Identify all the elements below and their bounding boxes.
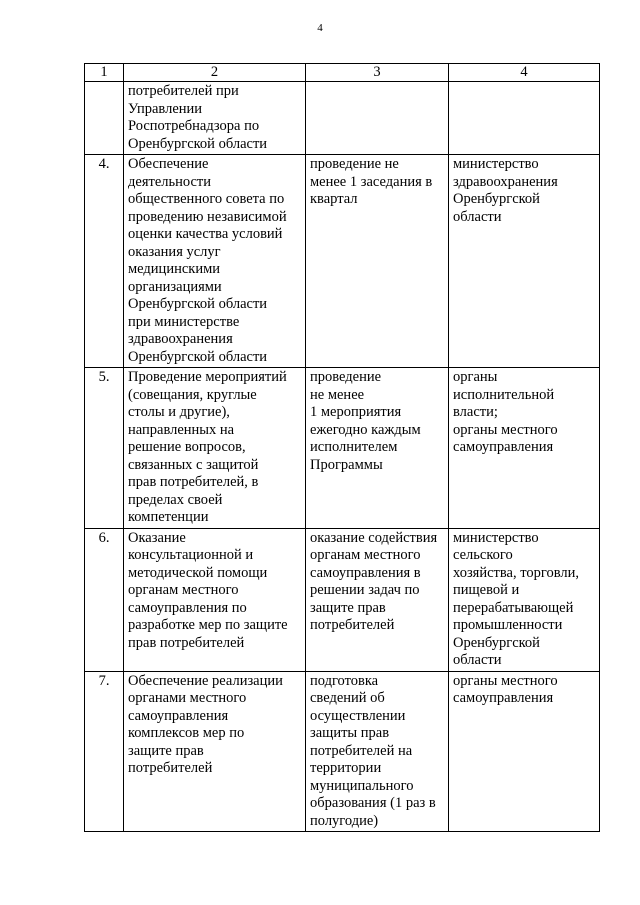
row-number-text: 6. bbox=[98, 529, 110, 546]
row-number-text: 4. bbox=[98, 156, 110, 172]
measure-text: Оказание консультационной и методической помощи органам местного самоуправления по разработке мер по защите прав потребителей bbox=[128, 529, 288, 651]
column-header-3: 3 bbox=[306, 64, 449, 82]
row-number bbox=[85, 368, 124, 529]
executor-cell bbox=[449, 82, 600, 155]
table-row bbox=[85, 671, 600, 832]
table-row bbox=[85, 155, 600, 368]
measure-cell bbox=[124, 671, 306, 832]
measure-cell bbox=[124, 528, 306, 671]
measure-text: Обеспечение реализации органами местного самоуправления комплексов мер по защите прав потребителей bbox=[128, 672, 283, 776]
deadline-text: оказание содействия органам местного самоуправления в решении задач по защите прав потребителей bbox=[310, 529, 438, 633]
deadline-cell bbox=[306, 155, 449, 368]
executor-text: органы местного самоуправления bbox=[453, 672, 558, 706]
deadline-cell bbox=[306, 528, 449, 671]
deadline-text: проведение не менее 1 мероприятия ежегодно каждым исполнителем Программы bbox=[310, 369, 421, 473]
row-number bbox=[85, 671, 124, 832]
executor-cell bbox=[449, 155, 600, 368]
measure-cell bbox=[124, 82, 306, 155]
row-number bbox=[85, 528, 124, 671]
executor-cell bbox=[449, 671, 600, 832]
program-measures-table bbox=[84, 63, 600, 832]
row-number-text: 7. bbox=[98, 672, 110, 689]
table-row bbox=[85, 82, 600, 155]
executor-text: органы исполнительной власти; органы местного самоуправления bbox=[453, 369, 558, 455]
column-header-1: 1 bbox=[85, 64, 124, 82]
column-header-2: 2 bbox=[124, 64, 306, 82]
deadline-cell bbox=[306, 671, 449, 832]
measure-cell bbox=[124, 368, 306, 529]
deadline-cell bbox=[306, 368, 449, 529]
deadline-cell bbox=[306, 82, 449, 155]
table-row bbox=[85, 368, 600, 529]
measure-text: Обеспечение деятельности общественного совета по проведению независимой оценки качества условий оказания услуг медицинскими организациями Оренбургской области при министерстве здравоохранения Оренбургской области bbox=[128, 156, 287, 365]
measure-text: потребителей при Управлении Роспотребнадзора по Оренбургской области bbox=[128, 83, 268, 152]
executor-text: министерство сельского хозяйства, торговли, пищевой и перерабатывающей промышленности Оренбургской области bbox=[453, 529, 579, 668]
executor-text: министерство здравоохранения Оренбургской области bbox=[453, 156, 558, 225]
executor-cell bbox=[449, 528, 600, 671]
table-row bbox=[85, 528, 600, 671]
row-number bbox=[85, 155, 124, 368]
row-number bbox=[85, 82, 124, 155]
column-header-4: 4 bbox=[449, 64, 600, 82]
table-header-row bbox=[85, 64, 600, 82]
executor-cell bbox=[449, 368, 600, 529]
measure-cell bbox=[124, 155, 306, 368]
page-number: 4 bbox=[317, 22, 323, 34]
row-number-text: 5. bbox=[98, 369, 110, 385]
deadline-text: проведение не менее 1 заседания в квартал bbox=[310, 156, 433, 207]
deadline-text: подготовка сведений об осуществлении защиты прав потребителей на территории муниципального образования (1 раз в полугодие) bbox=[310, 672, 436, 829]
measure-text: Проведение мероприятий (совещания, круглые столы и другие), направленных на решение вопросов, связанных с защитой прав потребителей, в пределах своей компетенции bbox=[128, 369, 287, 525]
